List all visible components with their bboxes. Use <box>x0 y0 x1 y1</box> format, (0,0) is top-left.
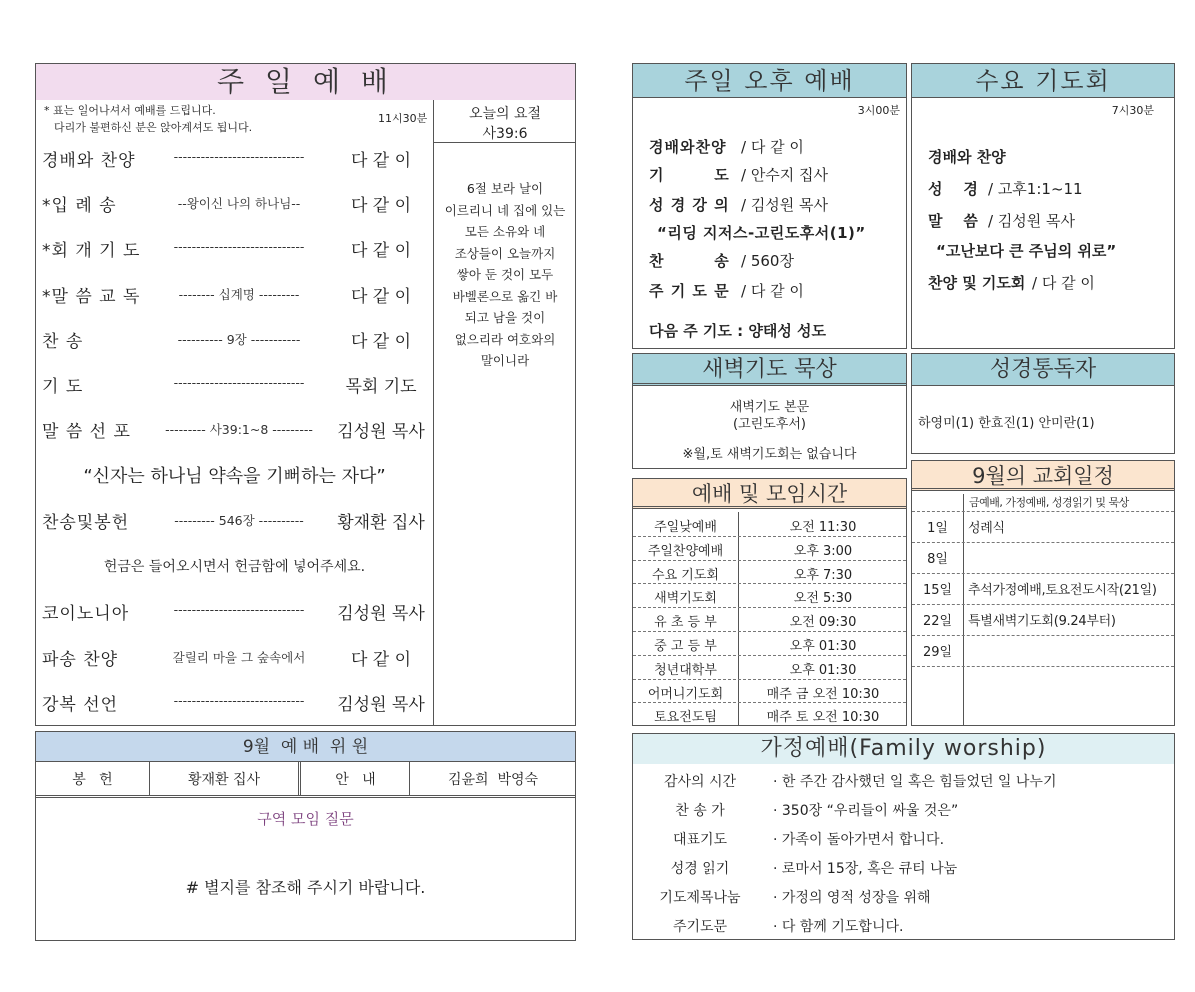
meetings-row-line <box>633 679 906 680</box>
order-item-label: *입 례 송 <box>42 196 117 216</box>
order-item-label: *회 개 기 도 <box>42 241 141 261</box>
meeting-time: 오후 7:30 <box>793 567 853 583</box>
order-item-leader: 김성원 목사 <box>337 422 425 442</box>
family-title: 가정예배(Family worship) <box>760 736 1047 761</box>
meeting-time: 오전 5:30 <box>793 591 853 607</box>
afternoon-item-label: 주 기 도 문 <box>649 282 730 300</box>
meeting-name: 새벽기도회 <box>654 591 717 607</box>
committee-cell-offering-name: 황재환 집사 <box>187 772 261 788</box>
meetings-row-line <box>633 536 906 537</box>
family-item-label: 대표기도 <box>672 832 728 848</box>
afternoon-item-value: / 김성원 목사 <box>741 196 829 214</box>
meetings-title: 예배 및 모임시간 <box>691 482 848 506</box>
order-item-label: 강복 선언 <box>42 695 119 715</box>
wednesday-item-label: 경배와 찬양 <box>928 148 1006 166</box>
dawn-text-line2: (고린도후서) <box>733 417 806 432</box>
meeting-name: 주일낮예배 <box>654 520 717 535</box>
wednesday-item-value: / 김성원 목사 <box>988 212 1076 230</box>
meetings-row-line <box>633 560 906 561</box>
afternoon-item-value: / 다 같 이 <box>741 138 804 156</box>
committee-title: 9월 예 배 위 원 <box>242 737 369 757</box>
sunday-service-title: 주 일 예 배 <box>217 65 394 98</box>
order-item-leader: 다 같 이 <box>350 332 412 352</box>
afternoon-lecture-title: “리딩 지저스-고린도후서(1)” <box>657 224 866 242</box>
verse-line: 이르리니 네 집에 있는 <box>444 202 566 218</box>
meeting-name: 수요 기도회 <box>652 567 719 583</box>
meeting-name: 토요전도팀 <box>654 710 717 726</box>
order-item-detail: ----------------------------- <box>173 149 305 164</box>
meetings-row-line <box>633 702 906 703</box>
family-item-value: · 가정의 영적 성장을 위해 <box>773 890 931 906</box>
committee-header <box>36 732 575 762</box>
sunday-service-header <box>36 64 575 100</box>
verse-text <box>434 178 576 372</box>
calendar-date: 15일 <box>922 583 953 598</box>
readers-header <box>912 354 1174 386</box>
order-item-leader: 다 같 이 <box>350 650 412 670</box>
cell-divider <box>298 762 301 795</box>
calendar-row-line <box>912 573 1174 574</box>
meeting-time: 오전 11:30 <box>789 520 857 535</box>
afternoon-item-label: 경배와찬양 <box>649 138 727 156</box>
dawn-title: 새벽기도 묵상 <box>702 357 837 382</box>
verse-line: 6절 보라 날이 <box>466 181 544 196</box>
verse-line: 조상들이 오늘까지 <box>454 245 556 261</box>
afternoon-item-value: / 안수지 집사 <box>741 166 829 184</box>
order-item-detail: ---------- 9장 ----------- <box>177 332 301 347</box>
order-item-label: *말 씀 교 독 <box>42 287 141 307</box>
calendar-event: 추석가정예배,토요전도시작(21일) <box>968 583 1157 598</box>
calendar-event: 성례식 <box>968 521 1005 536</box>
order-item-leader: 다 같 이 <box>350 196 412 216</box>
order-item-label: 경배와 찬양 <box>42 151 136 171</box>
sermon-title: “신자는 하나님 약속을 기뻐하는 자다” <box>83 466 386 487</box>
family-item-label: 감사의 시간 <box>663 774 737 790</box>
afternoon-title: 주일 오후 예배 <box>684 67 855 95</box>
verse-separator <box>434 142 576 143</box>
calendar-row-line <box>912 635 1174 636</box>
verse-reference: 사39:6 <box>482 126 528 142</box>
readers-title: 성경통독자 <box>989 357 1097 382</box>
afternoon-header <box>633 64 906 98</box>
calendar-event: 특별새벽기도회(9.24부터) <box>968 614 1116 629</box>
service-time: 11시30분 <box>378 112 428 125</box>
calendar-title: 9월의 교회일정 <box>972 464 1114 488</box>
meeting-name: 청년대학부 <box>654 662 717 678</box>
order-item-leader: 다 같 이 <box>350 287 412 307</box>
calendar-row-line <box>912 542 1174 543</box>
afternoon-item-label: 성 경 강 의 <box>649 196 730 214</box>
afternoon-service-panel <box>632 63 907 349</box>
meetings-header <box>633 479 906 509</box>
order-item-detail: -------- 십계명 --------- <box>178 287 300 302</box>
afternoon-item-label: 기 도 <box>649 166 730 184</box>
next-prayer: 다음 주 기도 : 양태성 성도 <box>649 322 827 340</box>
order-item-leader: 김성원 목사 <box>337 604 425 624</box>
order-item-detail: ----------------------------- <box>173 602 305 617</box>
bible-readers-panel <box>911 353 1175 454</box>
family-item-label: 찬 송 가 <box>675 803 725 819</box>
sunday-service-panel <box>35 63 576 726</box>
order-item-detail: ----------------------------- <box>173 239 305 254</box>
order-item-detail: ----------------------------- <box>173 375 305 390</box>
calendar-row-line <box>912 666 1174 667</box>
group-question-title: 구역 모임 질문 <box>257 810 354 828</box>
calendar-date: 22일 <box>922 614 953 629</box>
wednesday-header <box>912 64 1174 98</box>
family-worship-panel <box>632 733 1175 940</box>
meeting-time: 오후 01:30 <box>789 639 857 654</box>
family-item-value: · 가족이 돌아가면서 합니다. <box>773 832 945 848</box>
committee-cell-usher-names: 김윤희 박영숙 <box>447 772 539 788</box>
wednesday-prayer-panel <box>911 63 1175 349</box>
meeting-name: 주일찬양예배 <box>647 543 724 559</box>
meeting-time: 오후 3:00 <box>793 543 853 559</box>
calendar-row-line <box>912 604 1174 605</box>
meeting-time: 오전 09:30 <box>789 615 857 631</box>
order-item-label: 코이노니아 <box>42 604 130 624</box>
readers-names: 하영미(1) 한효진(1) 안미란(1) <box>918 416 1095 431</box>
order-item-leader: 황재환 집사 <box>337 513 425 533</box>
calendar-date: 1일 <box>927 521 948 536</box>
meeting-name: 중 고 등 부 <box>654 639 717 654</box>
wednesday-item-label: 성 경 <box>928 180 978 198</box>
wednesday-item-value: / 고후1:1~11 <box>988 180 1083 198</box>
dawn-header <box>633 354 906 386</box>
wednesday-message: “고난보다 큰 주님의 위로” <box>936 242 1117 260</box>
calendar-row-line <box>912 511 1174 512</box>
meetings-row-line <box>633 583 906 584</box>
order-item-label: 찬 송 <box>42 332 84 352</box>
verse-line: 말이니라 <box>480 353 530 368</box>
verse-line: 되고 남을 것이 <box>464 310 546 325</box>
afternoon-item-value: / 560장 <box>741 252 794 270</box>
meeting-time: 오후 01:30 <box>789 662 857 678</box>
afternoon-time: 3시00분 <box>857 104 900 117</box>
meeting-name: 어머니기도회 <box>647 686 724 702</box>
order-item-detail: 갈릴리 마을 그 숲속에서 <box>172 650 306 665</box>
order-item-label: 말 씀 선 포 <box>42 422 131 442</box>
dawn-text-line1: 새벽기도 본문 <box>729 400 810 415</box>
order-item-label: 기 도 <box>42 377 84 397</box>
meetings-row-line <box>633 631 906 632</box>
sitting-note: 다리가 불편하신 분은 앉아계셔도 됩니다. <box>54 121 253 134</box>
wednesday-title: 수요 기도회 <box>975 67 1111 95</box>
family-item-label: 기도제목나눔 <box>659 890 741 906</box>
order-item-leader: 김성원 목사 <box>337 695 425 715</box>
wednesday-item-value: / 다 같 이 <box>1032 274 1095 292</box>
family-item-value: · 한 주간 감사했던 일 혹은 힘들었던 일 나누기 <box>773 774 1057 790</box>
verse-line: 쌓아 둔 것이 모두 <box>456 267 554 282</box>
committee-cell-offering: 봉 헌 <box>72 772 113 788</box>
order-item-detail: ----------------------------- <box>173 693 305 708</box>
verse-title: 오늘의 요절 <box>468 106 542 122</box>
church-calendar-panel <box>911 460 1175 726</box>
dawn-prayer-panel <box>632 353 907 469</box>
calendar-header-note: 금예배, 가정예배, 성경읽기 및 묵상 <box>969 496 1129 509</box>
family-item-label: 주기도문 <box>672 919 728 935</box>
committee-cell-usher: 안 내 <box>335 772 376 788</box>
meetings-row-line <box>633 607 906 608</box>
group-question-body: # 별지를 참조해 주시기 바랍니다. <box>185 878 426 897</box>
wednesday-time: 7시30분 <box>1111 104 1154 117</box>
order-item-leader: 목회 기도 <box>345 377 417 397</box>
calendar-date: 8일 <box>927 552 948 567</box>
order-item-detail: --------- 사39:1~8 --------- <box>165 422 313 437</box>
dawn-note: ※월,토 새벽기도회는 없습니다 <box>682 447 857 462</box>
order-item-detail: --------- 546장 ---------- <box>174 513 304 528</box>
meeting-times-panel <box>632 478 907 726</box>
committee-panel <box>35 731 576 941</box>
wednesday-item-label: 찬양 및 기도회 <box>928 274 1026 292</box>
order-item-label: 찬송및봉헌 <box>42 513 130 533</box>
family-header <box>633 734 1174 764</box>
verse-line: 바벨론으로 옮긴 바 <box>452 288 558 304</box>
verse-line: 모든 소유와 네 <box>464 224 546 239</box>
family-item-value: · 350장 “우리들이 싸울 것은” <box>773 803 959 819</box>
order-item-detail: --왕이신 나의 하나님-- <box>177 196 301 211</box>
calendar-divider <box>963 494 964 725</box>
order-item-label: 파송 찬양 <box>42 650 119 670</box>
afternoon-item-value: / 다 같 이 <box>741 282 804 300</box>
order-item-leader: 다 같 이 <box>350 151 412 171</box>
order-item-leader: 다 같 이 <box>350 241 412 261</box>
standing-note: * 표는 일어나셔서 예배를 드립니다. <box>44 104 216 117</box>
family-item-label: 성경 읽기 <box>670 861 730 877</box>
calendar-date: 29일 <box>922 645 953 660</box>
verse-line: 없으리라 여호와의 <box>454 331 556 347</box>
wednesday-item-label: 말 씀 <box>928 212 978 230</box>
committee-row <box>36 762 575 798</box>
meetings-row-line <box>633 655 906 656</box>
family-item-value: · 로마서 15장, 혹은 큐티 나눔 <box>773 861 958 877</box>
family-item-value: · 다 함께 기도합니다. <box>773 919 904 935</box>
meeting-time: 매주 토 오전 10:30 <box>766 710 880 726</box>
afternoon-item-label: 찬 송 <box>649 252 730 270</box>
calendar-header <box>912 461 1174 491</box>
meeting-time: 매주 금 오전 10:30 <box>766 686 880 702</box>
offering-note: 헌금은 들어오시면서 헌금함에 넣어주세요. <box>103 559 366 575</box>
meeting-name: 유 초 등 부 <box>654 615 717 631</box>
